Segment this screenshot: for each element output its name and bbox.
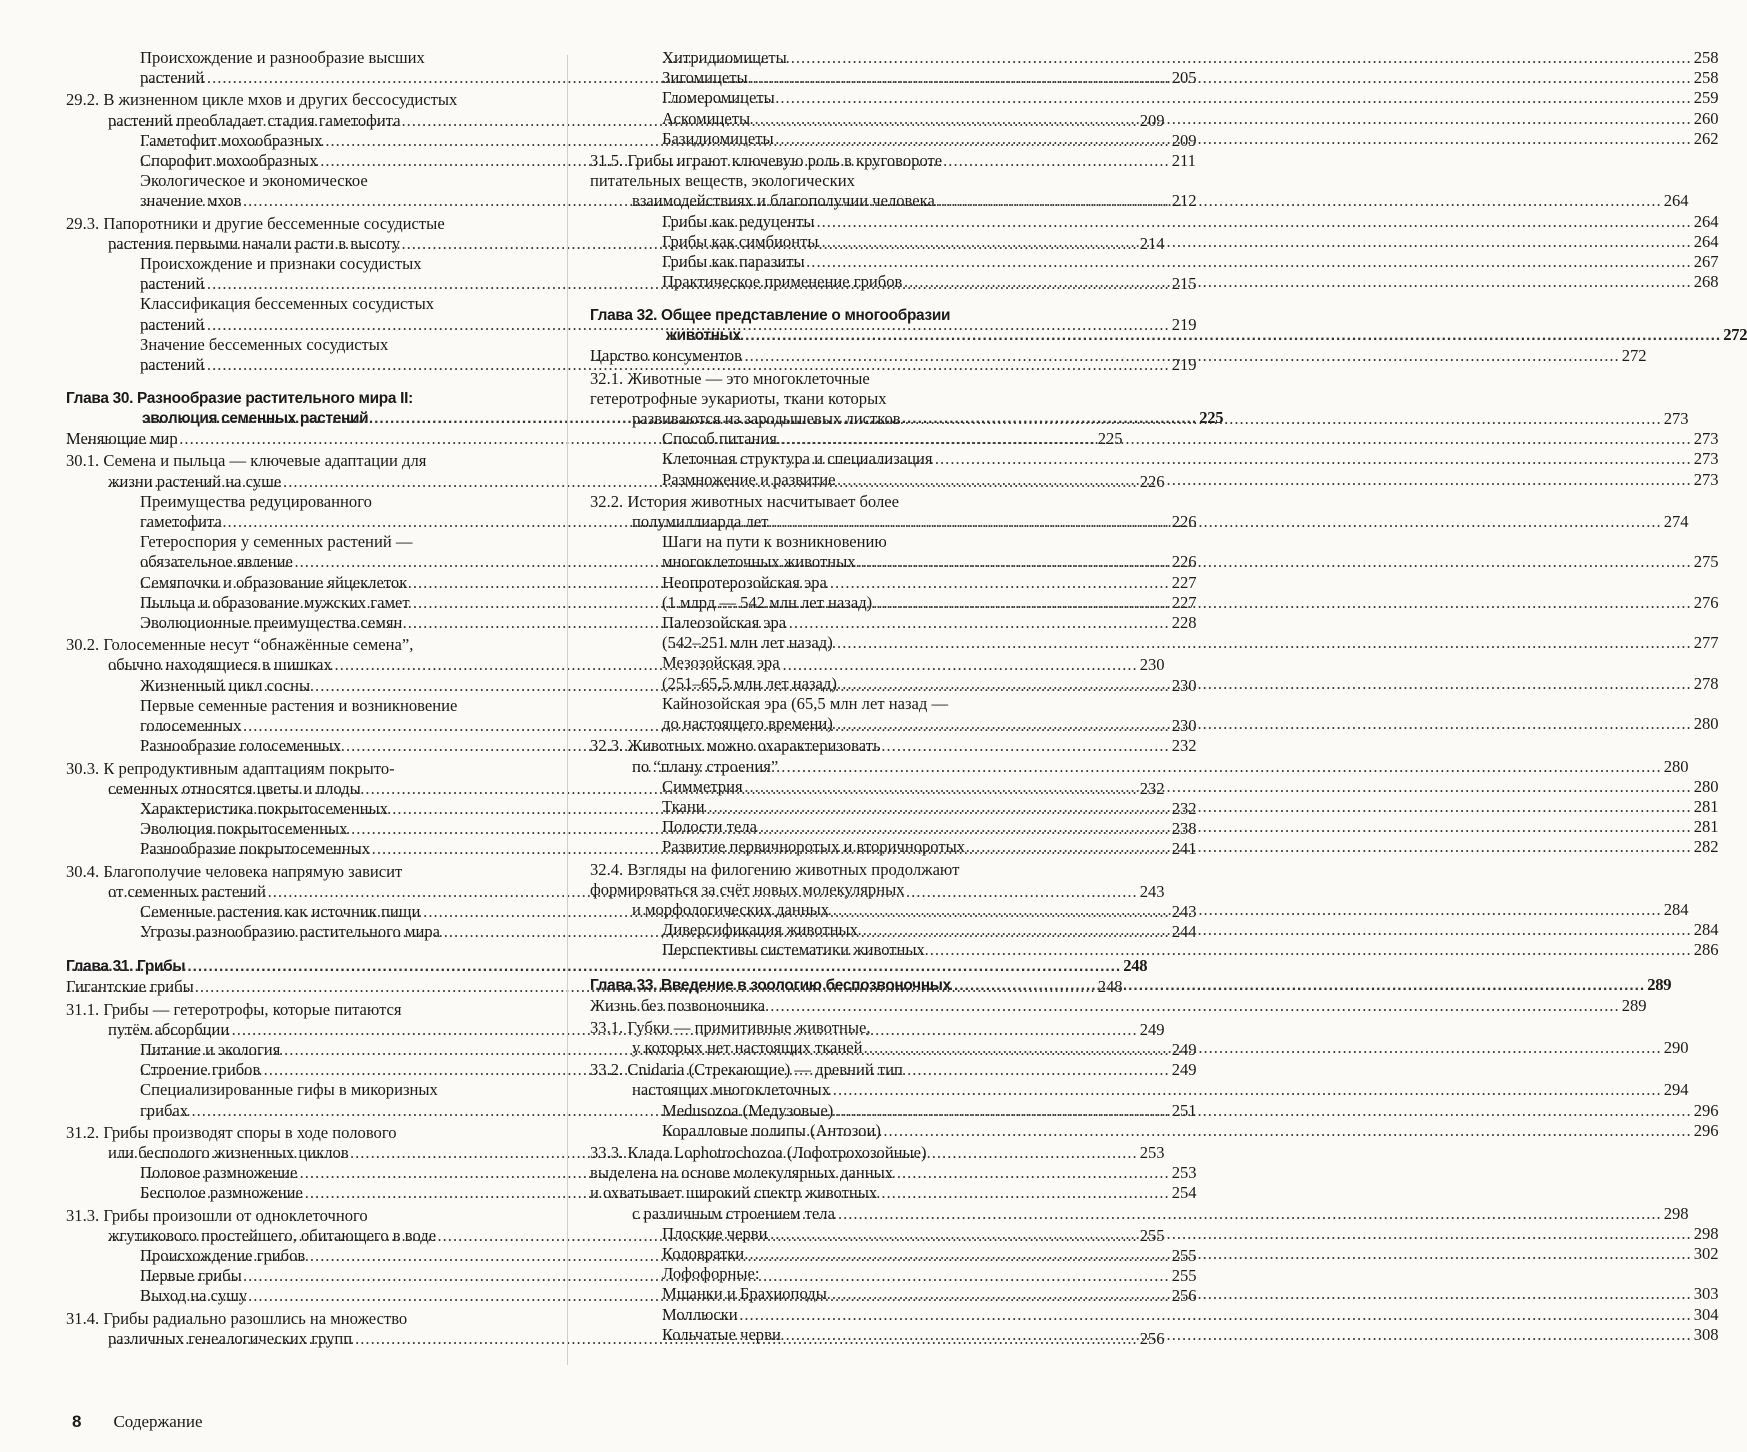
toc-entry: Плоские черви ..... 298	[590, 1224, 1060, 1244]
toc-page-number: 275	[1693, 552, 1719, 572]
toc-page-number: 289	[1647, 974, 1672, 994]
toc-entry: 31.4. Грибы радиально разошлись на множество различных генеалогических групп ..... 256	[66, 1309, 536, 1349]
toc-entry-text: Преимущества редуцированного	[140, 491, 372, 511]
toc-page-number: 284	[1693, 920, 1719, 940]
toc-entry: Угрозы разнообразию растительного мира ..... 244	[66, 922, 536, 942]
toc-entry: Гетероспория у семенных растений — обязательное явление ..... 226	[66, 532, 536, 572]
toc-entry: Базидиомицеты ..... 262	[590, 129, 1060, 149]
running-title: Содержание	[113, 1412, 203, 1431]
toc-entry: Коловратки ..... 302	[590, 1244, 1060, 1264]
toc-entry: 31.1. Грибы — гетеротрофы, которые питаются путём абсорбции ..... 249	[66, 1000, 536, 1040]
toc-entry: Кольчатые черви ..... 308	[590, 1325, 1060, 1345]
toc-entry: Царство консументов ..... 272	[590, 346, 1060, 366]
toc-page-number: 253	[1171, 1163, 1197, 1183]
toc-entry: Значение бессеменных сосудистых растений ..... 219	[66, 335, 536, 375]
toc-page-number: 243	[1171, 901, 1197, 921]
dot-leader	[662, 449, 1692, 469]
toc-page-number: 209	[1171, 130, 1197, 150]
dot-leader	[632, 900, 1662, 920]
toc-page-number: 249	[1139, 1019, 1165, 1039]
toc-entry: Гигантские грибы ..... 248	[66, 977, 536, 997]
toc-page-number: 248	[1123, 956, 1148, 976]
toc-entry-text: Гетероспория у семенных растений —	[140, 532, 413, 552]
toc-page-number: 259	[1693, 88, 1719, 108]
toc-entry-text: 30.2. Голосеменные несут “обнажённые семена”,	[66, 635, 414, 655]
toc-page-number: 211	[1171, 151, 1196, 171]
dot-leader	[662, 674, 1692, 694]
toc-page-number: 260	[1693, 108, 1719, 128]
toc-entry-text: 31.1. Грибы — гетеротрофы, которые питаются	[66, 999, 402, 1019]
toc-page-number: 232	[1139, 778, 1165, 798]
toc-page-number: 230	[1139, 655, 1165, 675]
dot-leader	[662, 1305, 1692, 1325]
toc-entry-text: Значение бессеменных сосудистых	[140, 334, 389, 354]
toc-entry: Полости тела ..... 281	[590, 817, 1060, 837]
toc-entry: Грибы как паразиты ..... 267	[590, 252, 1060, 272]
toc-page-number: 230	[1171, 716, 1197, 736]
dot-leader	[662, 552, 1692, 572]
toc-entry: Происхождение грибов ..... 255	[66, 1246, 536, 1266]
toc-page-number: 298	[1663, 1203, 1689, 1223]
toc-entry-text: 30.4. Благополучие человека напрямую зависит	[66, 861, 403, 881]
toc-entry: 29.2. В жизненном цикле мхов и других бессосудистых растений преобладает стадия гаметофита ..... 209	[66, 90, 536, 130]
toc-entry: Аскомицеты ..... 260	[590, 109, 1060, 129]
toc-entry: Экологическое и экономическое значение мхов ..... 212	[66, 171, 536, 211]
toc-page-number: 249	[1171, 1039, 1197, 1059]
toc-entry: Мезозойская эра (251–65,5 млн лет назад) ..... 278	[590, 653, 1060, 693]
toc-page-number: 282	[1693, 837, 1719, 857]
toc-page-number: 268	[1693, 272, 1719, 292]
dot-leader	[662, 940, 1692, 960]
toc-page-number: 273	[1693, 429, 1719, 449]
toc-entry-text: питательных веществ, экологических	[590, 171, 855, 191]
toc-page-number: 258	[1693, 48, 1719, 67]
toc-entry-text: Экологическое и экономическое	[140, 171, 368, 191]
toc-page-number: 273	[1663, 409, 1689, 429]
toc-entry: Шаги на пути к возникновению многоклеточных животных ..... 275	[590, 532, 1060, 572]
toc-page-number: 249	[1171, 1060, 1197, 1080]
toc-page-number: 280	[1693, 714, 1719, 734]
toc-page-number: 272	[1621, 346, 1647, 366]
toc-entry: Развитие первичноротых и вторичноротых ..... 282	[590, 837, 1060, 857]
toc-entry: Неопротерозойская эра (1 млрд — 542 млн лет назад) ..... 276	[590, 573, 1060, 613]
toc-page-number: 304	[1693, 1304, 1719, 1324]
dot-leader	[662, 777, 1692, 797]
toc-entry: 32.3. Животных можно охарактеризовать по “плану строения” ..... 280	[590, 736, 1060, 776]
dot-leader	[666, 326, 1721, 345]
toc-page-number: 212	[1171, 191, 1197, 211]
dot-leader	[662, 129, 1692, 149]
dot-leader	[632, 1204, 1662, 1224]
toc-page-number: 254	[1171, 1183, 1197, 1203]
toc-entry-text: Шаги на пути к возникновению	[662, 532, 887, 552]
toc-entry: Эволюция покрытосеменных ..... 238	[66, 819, 536, 839]
toc-page-number: 302	[1693, 1243, 1719, 1263]
toc-entry: Ткани ..... 281	[590, 797, 1060, 817]
dot-leader	[632, 409, 1662, 429]
toc-entry-text: 32.3. Животных можно охарактеризовать	[590, 736, 881, 756]
dot-leader	[662, 797, 1692, 817]
toc-page-number: 281	[1693, 817, 1719, 837]
toc-entry: 31.2. Грибы производят споры в ходе полового или бесполого жизненных циклов ..... 253	[66, 1123, 536, 1163]
dot-leader	[632, 191, 1662, 211]
toc-entry: Первые грибы ..... 255	[66, 1266, 536, 1286]
dot-leader	[662, 109, 1692, 129]
toc-entry: Хитридиомицеты ..... 258	[590, 48, 1060, 68]
toc-page-number: 267	[1693, 252, 1719, 272]
toc-page-number: 238	[1171, 819, 1197, 839]
dot-leader	[590, 976, 1645, 995]
toc-entry: Преимущества редуцированного гаметофита ..... 226	[66, 492, 536, 532]
dot-leader	[632, 512, 1662, 532]
toc-entry: 30.1. Семена и пыльца — ключевые адаптации для жизни растений на суше ..... 226	[66, 451, 536, 491]
toc-entry: Происхождение и признаки сосудистых растений ..... 215	[66, 254, 536, 294]
dot-leader	[590, 996, 1620, 1016]
toc-page-number: 248	[1097, 977, 1123, 997]
dot-leader	[590, 346, 1620, 366]
toc-entry-text: 29.3. Папоротники и другие бессеменные сосудистые	[66, 213, 445, 233]
dot-leader	[662, 837, 1692, 857]
toc-page-number: 281	[1693, 796, 1719, 816]
toc-chapter-entry: Глава 32. Общее представление о многообразии животных ..... 272	[590, 306, 1060, 345]
toc-entry: Характеристика покрытосеменных ..... 232	[66, 799, 536, 819]
toc-entry: Половое размножение ..... 253	[66, 1163, 536, 1183]
toc-page-number: 251	[1171, 1100, 1197, 1120]
toc-entry-text: 29.2. В жизненном цикле мхов и других бессосудистых	[66, 90, 458, 110]
toc-entry-text: Лофофорные:	[662, 1264, 760, 1284]
toc-page-number: 215	[1171, 274, 1197, 294]
toc-entry-text: Специализированные гифы в микоризных	[140, 1080, 438, 1100]
toc-entry: Кайнозойская эра (65,5 млн лет назад — до настоящего времени) ..... 280	[590, 694, 1060, 734]
dot-leader	[632, 1080, 1662, 1100]
dot-leader	[662, 1244, 1692, 1264]
toc-entry: Первые семенные растения и возникновение голосеменных ..... 230	[66, 696, 536, 736]
toc-entry: Практическое применение грибов ..... 268	[590, 272, 1060, 292]
toc-chapter-entry: Глава 30. Разнообразие растительного мира II: эволюция семенных растений ..... 225	[66, 389, 536, 428]
toc-page-number: 209	[1139, 110, 1165, 130]
toc-entry: Спорофит мохообразных ..... 211	[66, 151, 536, 171]
toc-page-number: 253	[1139, 1142, 1165, 1162]
toc-entry-text: Неопротерозойская эра	[662, 572, 827, 592]
toc-page-number: 255	[1171, 1266, 1197, 1286]
toc-entry: Грибы как симбионты ..... 264	[590, 232, 1060, 252]
toc-page-number: 308	[1693, 1324, 1719, 1344]
toc-page-number: 280	[1693, 776, 1719, 796]
page-number: 8	[72, 1412, 82, 1431]
toc-page-number: 272	[1723, 325, 1747, 345]
toc-entry-text: 33.1. Губки — примитивные животные,	[590, 1017, 871, 1037]
toc-page-number: 262	[1693, 128, 1719, 148]
toc-entry: 29.3. Папоротники и другие бессеменные сосудистые растения первыми начали расти в высоту ..... 214	[66, 214, 536, 254]
toc-entry: 33.3. Клада Lophotrochozoa (Лофотрохозойные) выделена на основе молекулярных данных и охватывает широкий спектр животных с различным строением тела ..... 298	[590, 1143, 1060, 1224]
toc-page-number: 276	[1693, 592, 1719, 612]
toc-page-number: 226	[1171, 512, 1197, 532]
dot-leader	[662, 272, 1692, 292]
toc-entry: Коралловые полипы (Антозои) ..... 296	[590, 1121, 1060, 1141]
toc-entry: Зигомицеты ..... 258	[590, 68, 1060, 88]
toc-page-number: 264	[1693, 211, 1719, 231]
dot-leader	[632, 757, 1662, 777]
toc-page-number: 205	[1171, 68, 1197, 88]
toc-page-number: 303	[1693, 1284, 1719, 1304]
toc-page-number: 227	[1171, 572, 1197, 592]
toc-page-number: 219	[1171, 355, 1197, 375]
toc-page-number: 290	[1663, 1037, 1689, 1057]
toc-page-number: 258	[1693, 68, 1719, 88]
dot-leader	[662, 1325, 1692, 1345]
toc-page-number: 232	[1171, 736, 1197, 756]
toc-entry-text: 31.5. Грибы играют ключевую роль в круговороте	[590, 151, 943, 171]
toc-page-number: 230	[1171, 675, 1197, 695]
toc-entry: Клеточная структура и специализация ..... 273	[590, 449, 1060, 469]
toc-page-number: 284	[1663, 899, 1689, 919]
toc-page-number: 289	[1621, 995, 1647, 1015]
toc-entry: Жизнь без позвоночника ..... 289	[590, 996, 1060, 1016]
dot-leader	[662, 48, 1692, 68]
toc-entry-text: выделена на основе молекулярных данных	[590, 1163, 894, 1183]
dot-leader	[662, 1101, 1692, 1121]
toc-entry-text: 30.1. Семена и пыльца — ключевые адаптации для	[66, 451, 427, 471]
toc-entry: Семенные растения как источник пищи ..... 243	[66, 902, 536, 922]
toc-entry: Перспективы систематики животных ..... 286	[590, 940, 1060, 960]
toc-page-number: 277	[1693, 633, 1719, 653]
toc-entry-text: 32.4. Взгляды на филогению животных продолжают	[590, 859, 960, 879]
toc-entry: Гаметофит мохообразных ..... 209	[66, 131, 536, 151]
toc-entry: Пыльца и образование мужских гамет ..... 227	[66, 593, 536, 613]
toc-entry-text: Происхождение и разнообразие высших	[140, 48, 425, 67]
toc-entry: Medusozoa (Медузовые) ..... 296	[590, 1101, 1060, 1121]
toc-entry: Моллюски ..... 304	[590, 1305, 1060, 1325]
dot-leader	[662, 633, 1692, 653]
toc-entry: Специализированные гифы в микоризных грибах ..... 251	[66, 1080, 536, 1120]
toc-entry: Бесполое размножение ..... 254	[66, 1183, 536, 1203]
toc-entry-text: 30.3. К репродуктивным адаптациям покрыто-	[66, 758, 395, 778]
toc-page-number: 264	[1663, 191, 1689, 211]
dot-leader	[662, 817, 1692, 837]
toc-entry: 31.5. Грибы играют ключевую роль в круговороте питательных веществ, экологических взаимодействиях и благополучии человека ..... 264	[590, 151, 1060, 212]
toc-page-number: 264	[1693, 231, 1719, 251]
toc-entry: Жизненный цикл сосны ..... 230	[66, 676, 536, 696]
toc-entry: 30.4. Благополучие человека напрямую зависит от семенных растений ..... 243	[66, 862, 536, 902]
toc-page-number: 227	[1171, 592, 1197, 612]
toc-entry-text: Мезозойская эра	[662, 653, 780, 673]
toc-entry: Грибы как редуценты ..... 264	[590, 212, 1060, 232]
dot-leader	[662, 470, 1692, 490]
dot-leader	[662, 212, 1692, 232]
toc-page-number: 255	[1139, 1225, 1165, 1245]
toc-page-number: 226	[1139, 471, 1165, 491]
toc-entry-text: 32.2. История животных насчитывает более	[590, 491, 900, 511]
toc-page-number: 225	[1097, 429, 1123, 449]
toc-entry: Питание и экология ..... 249	[66, 1040, 536, 1060]
toc-entry: Размножение и развитие ..... 273	[590, 470, 1060, 490]
toc-entry: Способ питания ..... 273	[590, 429, 1060, 449]
toc-page-number: 243	[1139, 881, 1165, 901]
toc-page-number: 241	[1171, 839, 1197, 859]
toc-entry: Меняющие мир ..... 225	[66, 429, 536, 449]
toc-page-number: 273	[1693, 449, 1719, 469]
toc-entry: Гломеромицеты ..... 259	[590, 88, 1060, 108]
toc-chapter-entry: Глава 31. Грибы ..... 248	[66, 956, 536, 976]
dot-leader	[662, 68, 1692, 88]
toc-page-number: 280	[1663, 756, 1689, 776]
toc-entry: 30.3. К репродуктивным адаптациям покрыто- семенных относятся цветы и плоды ..... 232	[66, 759, 536, 799]
toc-entry-text: 33.2. Cnidaria (Стрекающие) — древний тип	[590, 1060, 903, 1080]
toc-page-number: 273	[1693, 469, 1719, 489]
dot-leader	[662, 593, 1692, 613]
toc-entry: 32.4. Взгляды на филогению животных продолжают формироваться за счёт новых молекулярных и морфологических данных ..... 284	[590, 860, 1060, 921]
dot-leader	[662, 88, 1692, 108]
toc-entry: Выход на сушу ..... 256	[66, 1286, 536, 1306]
toc-entry-text: 33.3. Клада Lophotrochozoa (Лофотрохозойные)	[590, 1142, 927, 1162]
toc-entry: Классификация бессеменных сосудистых растений ..... 219	[66, 294, 536, 334]
toc-entry-text: Классификация бессеменных сосудистых	[140, 294, 435, 314]
toc-page-number: 232	[1171, 798, 1197, 818]
toc-entry: Происхождение и разнообразие высших растений ..... 205	[66, 48, 536, 88]
toc-entry: Строение грибов ..... 249	[66, 1060, 536, 1080]
toc-entry-text: формироваться за счёт новых молекулярных	[590, 879, 905, 899]
toc-entry: Палеозойская эра (542–251 млн лет назад) ..... 277	[590, 613, 1060, 653]
toc-entry: Семяпочки и образование яйцеклеток ..... 227	[66, 573, 536, 593]
toc-entry-text: Происхождение и признаки сосудистых	[140, 254, 422, 274]
toc-page-number: 296	[1693, 1120, 1719, 1140]
toc-entry: 33.1. Губки — примитивные животные, у которых нет настоящих тканей ..... 290	[590, 1018, 1060, 1058]
dot-leader	[662, 920, 1692, 940]
toc-page-number: 256	[1171, 1286, 1197, 1306]
toc-page-number: 214	[1139, 233, 1165, 253]
toc-entry-text: Глава 32. Общее представление о многообразии	[590, 307, 951, 325]
dot-leader	[662, 1284, 1692, 1304]
toc-page-number: 256	[1139, 1328, 1165, 1348]
toc-entry: Симметрия ..... 280	[590, 777, 1060, 797]
toc-entry-text: 31.2. Грибы производят споры в ходе полового	[66, 1122, 397, 1142]
toc-entry: 31.3. Грибы произошли от одноклеточного жгутикового простейшего, обитающего в воде ..... 255	[66, 1206, 536, 1246]
toc-entry-text: Глава 30. Разнообразие растительного мира II:	[66, 390, 413, 408]
toc-entry: 32.2. История животных насчитывает более полумиллиарда лет ..... 274	[590, 492, 1060, 532]
toc-page-number: 226	[1171, 552, 1197, 572]
toc-page-number: 274	[1663, 512, 1689, 532]
toc-page-number: 219	[1171, 314, 1197, 334]
toc-entry-text: гетеротрофные эукариоты, ткани которых	[590, 388, 887, 408]
toc-page-number: 278	[1693, 673, 1719, 693]
dot-leader	[632, 1038, 1662, 1058]
toc-entry: Мшанки и Брахиоподы ..... 303	[590, 1284, 1060, 1304]
toc-page-number: 294	[1663, 1080, 1689, 1100]
toc-entry-text: 32.1. Животные — это многоклеточные	[590, 368, 870, 388]
dot-leader	[662, 232, 1692, 252]
toc-page-number: 286	[1693, 940, 1719, 960]
toc-entry: Разнообразие покрытосеменных ..... 241	[66, 839, 536, 859]
dot-leader	[662, 429, 1692, 449]
toc-entry: Эволюционные преимущества семян ..... 228	[66, 613, 536, 633]
toc-page-number: 228	[1171, 613, 1197, 633]
toc-page-number: 296	[1693, 1100, 1719, 1120]
toc-entry-text: 31.3. Грибы произошли от одноклеточного	[66, 1205, 368, 1225]
dot-leader	[662, 714, 1692, 734]
toc-chapter-entry: Глава 33. Введение в зоологию беспозвоночных ..... 289	[590, 975, 1060, 995]
toc-entry-text: Палеозойская эра	[662, 613, 787, 633]
page-footer	[72, 1412, 203, 1432]
toc-page-number: 244	[1171, 922, 1197, 942]
toc-entry	[590, 1264, 1060, 1284]
toc-entry: 30.2. Голосеменные несут “обнажённые семена”, обычно находящиеся в шишках ..... 230	[66, 635, 536, 675]
dot-leader	[662, 1121, 1692, 1141]
toc-entry: 33.2. Cnidaria (Стрекающие) — древний тип настоящих многоклеточных ..... 294	[590, 1060, 1060, 1100]
toc-entry: 32.1. Животные — это многоклеточные гетеротрофные эукариоты, ткани которых развиваются из зародышевых листков ..... 273	[590, 369, 1060, 430]
toc-entry-text: 31.4. Грибы радиально разошлись на множество	[66, 1308, 408, 1328]
toc-entry: Разнообразие голосеменных ..... 232	[66, 736, 536, 756]
toc-entry: Диверсификация животных ..... 284	[590, 920, 1060, 940]
toc-page-number: 298	[1693, 1223, 1719, 1243]
toc-page-number: 255	[1171, 1245, 1197, 1265]
dot-leader	[662, 252, 1692, 272]
dot-leader	[662, 1224, 1692, 1244]
toc-entry-text: и охватывает широкий спектр животных	[590, 1183, 878, 1203]
toc-page-number: 225	[1199, 408, 1224, 428]
toc-entry-text: Кайнозойская эра (65,5 млн лет назад —	[662, 693, 949, 713]
column-divider	[567, 55, 568, 1365]
toc-entry-text: Первые семенные растения и возникновение	[140, 695, 458, 715]
